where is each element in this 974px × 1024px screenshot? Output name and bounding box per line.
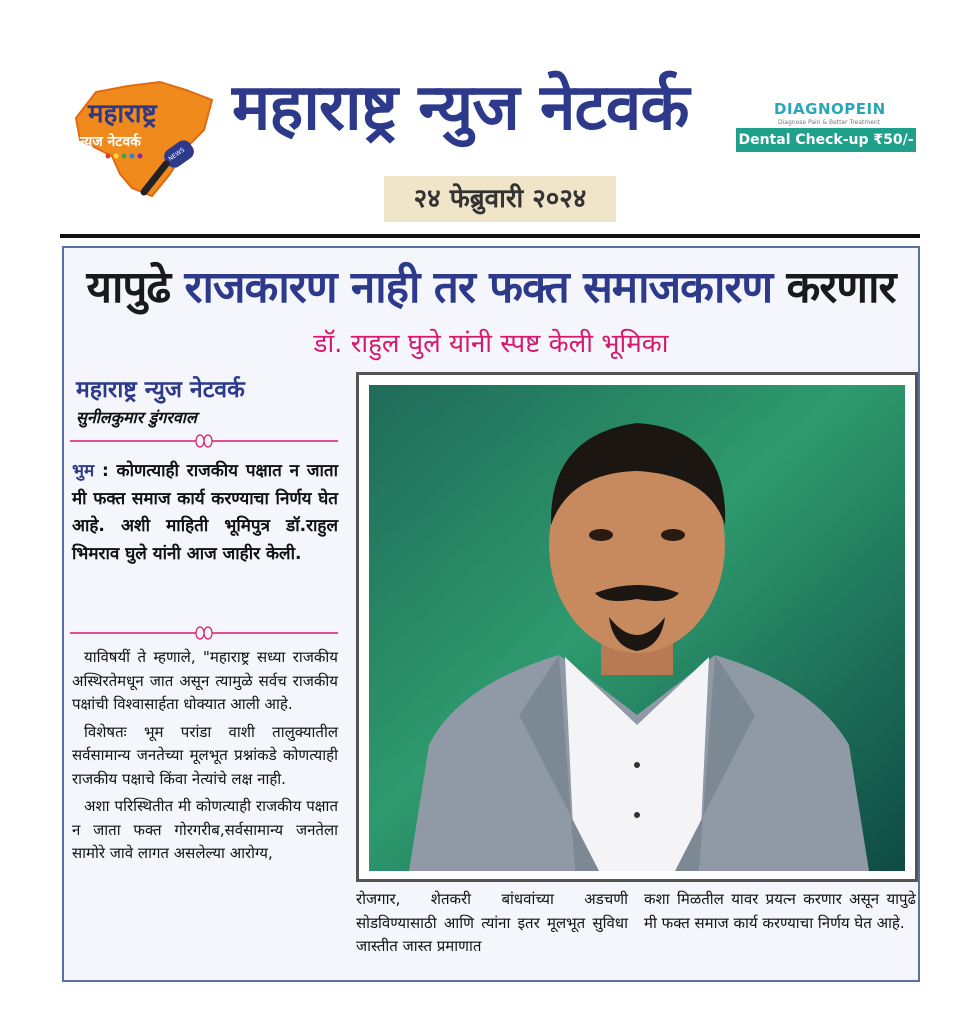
byline-author: सुनीलकुमार डुंगरवाल (76, 408, 197, 427)
ad-offer: Dental Check-up ₹50/- (736, 128, 916, 152)
logo-text-line2: न्युज नेटवर्क (80, 134, 141, 150)
body-column-middle: रोजगार, शेतकरी बांधवांच्या अडचणी सोडविण्यासाठी आणि त्यांना इतर मूलभूत सुविधा जास्तीत जास्त प्रमाणात (356, 890, 628, 955)
lead-paragraph (72, 458, 338, 568)
lead-text: : कोणत्याही राजकीय पक्षात न जाता मी फक्त समाज कार्य करण्याचा निर्णय घेत आहे. अशी माहिती भूमिपुत्र डॉ.राहुल भिमराव घुले यांनी आज जाहीर केली. (72, 461, 338, 564)
headline (64, 256, 918, 320)
subheadline: डॉ. राहुल घुले यांनी स्पष्ट केली भूमिका (313, 329, 669, 359)
body-paragraph: याविषयीं ते म्हणाले, "महाराष्ट्र सध्या राजकीय अस्थिरतेमधून जात असून त्यामुळे सर्वच राजकीय पक्षांची विश्वासार्हता धोक्यात आली आहे. (72, 648, 338, 713)
brand-logo (66, 78, 216, 200)
header-divider (60, 234, 920, 238)
photo-frame (356, 372, 918, 882)
body-paragraph: विशेषतः भूम परांडा वाशी तालुक्यातील सर्वसामान्य जनतेच्या मूलभूत प्रश्नांकडे कोणत्याही राजकीय पक्षाचे किंवा नेत्यांचे लक्ष नाही. (72, 722, 338, 788)
ornamental-divider (70, 626, 338, 640)
mic-label: NEWS (167, 146, 187, 163)
headline-part3: करणार (772, 262, 896, 313)
body-column-left (72, 646, 338, 870)
byline-organization: महाराष्ट्र न्युज नेटवर्क (76, 377, 245, 403)
logo-text-line1: महाराष्ट्र (88, 99, 157, 129)
body-column-right: कशा मिळतील यावर प्रयत्न करणार असून यापुढे मी फक्त समाज कार्य करण्याचा निर्णय घेत आहे. (644, 890, 916, 932)
ad-brand: DIAGNOPEIN (774, 100, 886, 118)
publication-date: २४ फेब्रुवारी २०२४ (384, 176, 616, 222)
headline-part1: यापुढे (86, 262, 185, 313)
body-paragraph: अशा परिस्थितीत मी कोणत्याही राजकीय पक्षात न जाता फक्त गोरगरीब,सर्वसामान्य जनतेला सामोरे जावे लागत असलेल्या आरोग्य, (72, 797, 338, 862)
ad-tagline: Diagnose Pain & Better Treatment (778, 119, 881, 126)
headline-part2: राजकारण नाही तर फक्त समाजकारण (184, 262, 773, 313)
ornamental-divider (70, 434, 338, 448)
article-box (62, 246, 920, 982)
portrait-photo (369, 385, 905, 871)
masthead-title: महाराष्ट्र न्युज नेटवर्क (232, 71, 689, 145)
dateline-place: भुम (72, 461, 95, 481)
advertisement[interactable] (736, 96, 916, 156)
